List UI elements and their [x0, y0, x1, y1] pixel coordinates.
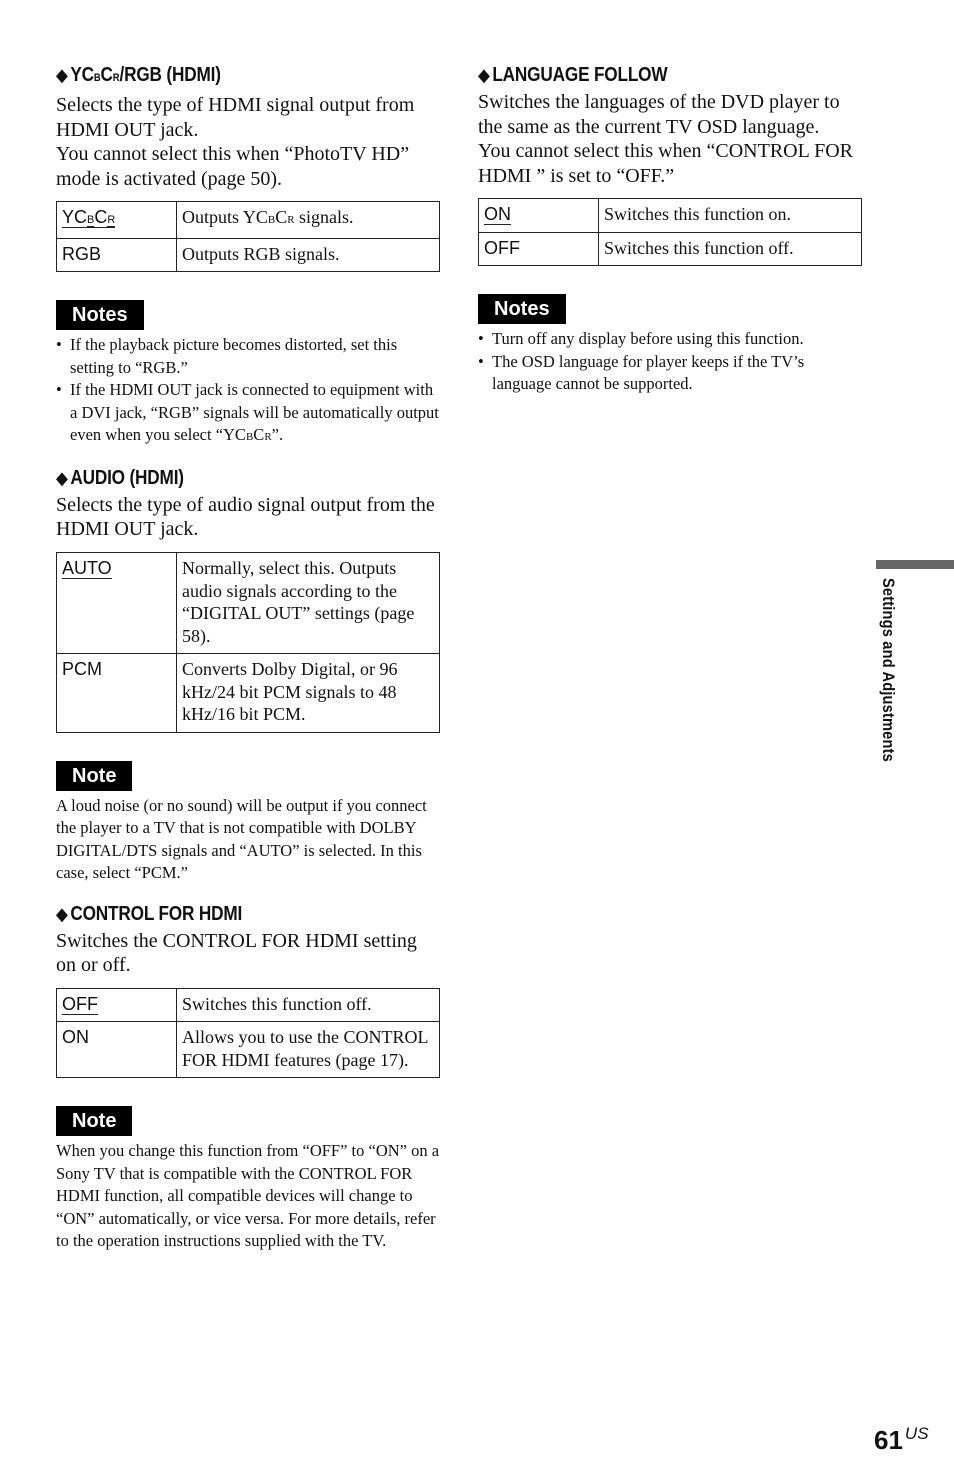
section-body: Switches the CONTROL FOR HDMI setting on or off. — [56, 929, 417, 977]
table-row — [57, 654, 440, 733]
table-row — [57, 553, 440, 654]
section-language-follow — [478, 62, 862, 396]
option-desc: Switches this function off. — [599, 232, 862, 266]
left-column — [56, 62, 440, 1253]
option-key: OFF — [57, 988, 177, 1022]
option-key: OFF — [479, 232, 599, 266]
section-body: You cannot select this when “CONTROL FOR HDMI ” is set to “OFF.” — [478, 140, 853, 187]
section-heading — [478, 62, 808, 88]
section-heading — [56, 465, 386, 491]
section-body: Switches the languages of the DVD player to the same as the current TV OSD language. — [478, 91, 840, 138]
section-body: Selects the type of HDMI signal output from HDMI OUT jack. — [56, 94, 415, 141]
note-badge: Note — [56, 761, 132, 791]
option-table — [56, 988, 440, 1079]
right-column — [478, 62, 862, 396]
page-number-value: 61 — [874, 1425, 903, 1455]
option-desc: Allows you to use the CONTROL FOR HDMI features (page 17). — [177, 1022, 440, 1078]
option-key: PCM — [57, 654, 177, 733]
option-desc: Converts Dolby Digital, or 96 kHz/24 bit PCM signals to 48 kHz/16 bit PCM. — [177, 654, 440, 733]
section-control-for-hdmi — [56, 901, 440, 1253]
table-row — [57, 1022, 440, 1078]
option-key: ON — [479, 199, 599, 233]
page-number-suffix: US — [904, 1424, 929, 1443]
section-body: You cannot select this when “PhotoTV HD” mode is activated (page 50). — [56, 143, 410, 190]
list-item: • If the HDMI OUT jack is connected to equipment with a DVI jack, “RGB” signals will be automatically output even when you select “YCBCR”. — [56, 379, 440, 449]
page-number — [874, 1424, 929, 1456]
list-item: • The OSD language for player keeps if the TV’s language cannot be supported. — [478, 351, 862, 396]
diamond-bullet-icon: ◆ — [56, 903, 68, 924]
notes-list — [56, 334, 440, 449]
notes-list — [478, 328, 862, 396]
option-table — [478, 198, 862, 266]
section-ycbcr-rgb — [56, 62, 440, 449]
table-row — [57, 238, 440, 272]
section-audio-hdmi — [56, 465, 440, 885]
list-item: • Turn off any display before using this function. — [478, 328, 862, 351]
heading-text: CONTROL FOR HDMI — [70, 902, 243, 925]
option-desc: Outputs RGB signals. — [177, 238, 440, 272]
option-key: ON — [57, 1022, 177, 1078]
diamond-bullet-icon: ◆ — [478, 65, 490, 85]
table-row — [57, 988, 440, 1022]
section-heading — [56, 901, 386, 927]
table-row — [479, 232, 862, 266]
table-row — [479, 199, 862, 233]
notes-badge: Notes — [478, 294, 566, 324]
option-desc: Switches this function on. — [599, 199, 862, 233]
heading-text: YCBCR/RGB (HDMI) — [70, 64, 221, 86]
heading-text: LANGUAGE FOLLOW — [492, 64, 668, 86]
section-heading — [56, 62, 386, 91]
note-text: When you change this function from “OFF” to “ON” on a Sony TV that is compatible with the CONTROL FOR HDMI function, all compatible devices will change to “ON” automatically, or vice versa. For more details, refer to the operation instructions supplied with the TV. — [56, 1141, 440, 1251]
option-table — [56, 552, 440, 733]
notes-badge: Notes — [56, 300, 144, 330]
option-desc: Outputs YCBCR signals. — [177, 202, 440, 239]
list-item: • If the playback picture becomes distorted, set this setting to “RGB.” — [56, 334, 440, 379]
option-key: AUTO — [57, 553, 177, 654]
option-desc: Normally, select this. Outputs audio signals according to the “DIGITAL OUT” settings (page 58). — [177, 553, 440, 654]
sidebar-section-label: Settings and Adjustments — [879, 578, 898, 762]
diamond-bullet-icon: ◆ — [56, 65, 68, 85]
heading-text: AUDIO (HDMI) — [70, 466, 184, 489]
table-row — [57, 202, 440, 239]
section-body: Selects the type of audio signal output from the HDMI OUT jack. — [56, 493, 435, 541]
note-badge: Note — [56, 1106, 132, 1136]
option-key: RGB — [57, 238, 177, 272]
diamond-bullet-icon: ◆ — [56, 467, 68, 488]
note-text: A loud noise (or no sound) will be output if you connect the player to a TV that is not compatible with DOLBY DIGITAL/DTS signals and “AUTO” is selected. In this case, select “PCM.” — [56, 795, 427, 883]
option-desc: Switches this function off. — [177, 988, 440, 1022]
sidebar-tab-bar — [876, 560, 954, 569]
option-key: YCBCR — [57, 202, 177, 239]
option-table — [56, 201, 440, 272]
